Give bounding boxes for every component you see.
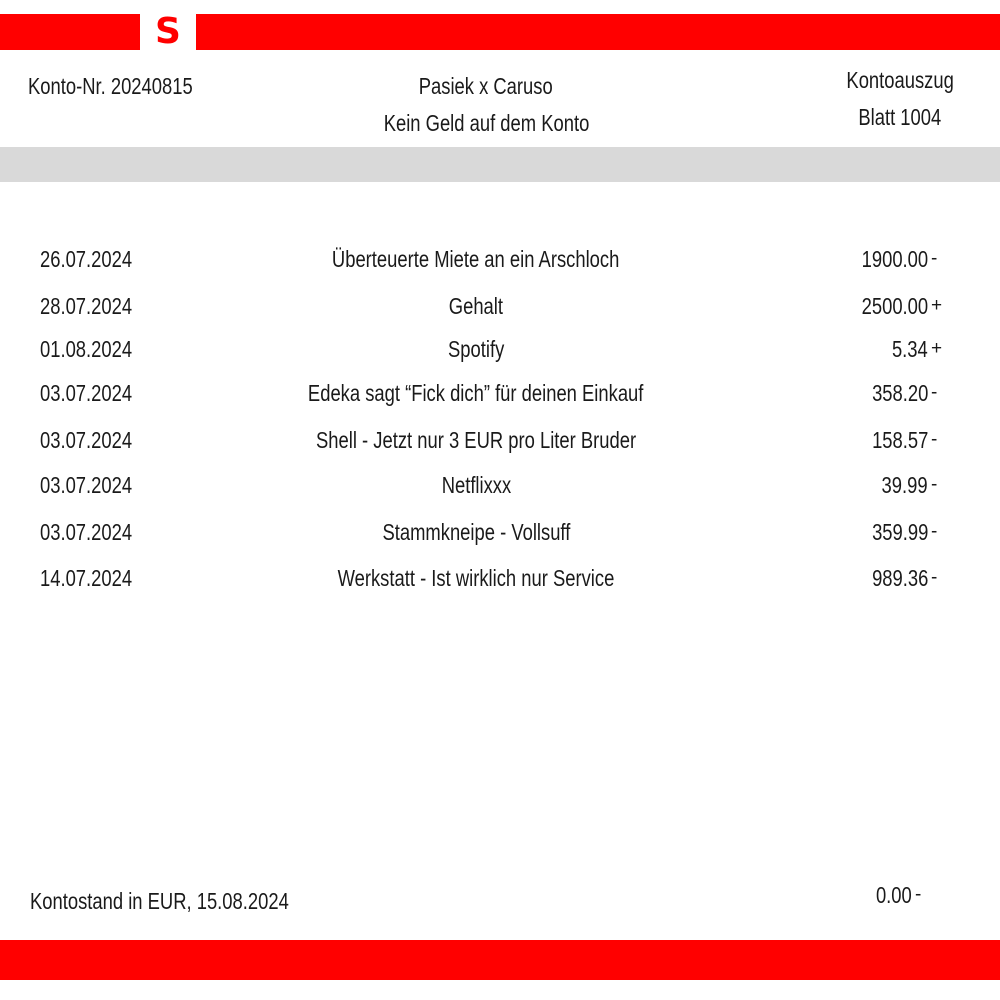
transaction-sign: - — [931, 382, 938, 403]
transaction-sign: - — [931, 248, 938, 269]
transaction-row — [0, 563, 1000, 593]
transaction-date: 03.07.2024 — [40, 472, 133, 498]
transaction-amount: 1900.00 — [861, 246, 928, 272]
transaction-row — [0, 334, 1000, 364]
transaction-sign: - — [931, 474, 938, 495]
statement-info-block — [800, 66, 1000, 140]
transaction-description: Gehalt — [448, 293, 504, 319]
transaction-date: 28.07.2024 — [40, 293, 133, 319]
transaction-description: Netflixxx — [441, 472, 511, 498]
transaction-amount: 2500.00 — [861, 293, 928, 319]
balance-label: Kontostand in EUR, 15.08.2024 — [30, 888, 289, 914]
transaction-description: Shell - Jetzt nur 3 EUR pro Liter Bruder — [315, 427, 637, 453]
sheet-number: Blatt 1004 — [858, 104, 942, 130]
bank-logo — [152, 11, 184, 52]
transaction-row — [0, 291, 1000, 321]
transaction-amount: 989.36 — [871, 565, 928, 591]
transaction-amount: 5.34 — [892, 336, 928, 362]
transaction-description: Überteuerte Miete an ein Arschloch — [332, 246, 620, 272]
transaction-sign: + — [931, 295, 943, 316]
transaction-row — [0, 378, 1000, 408]
statement-title-block — [286, 72, 686, 146]
transaction-date: 03.07.2024 — [40, 519, 133, 545]
transaction-amount: 39.99 — [881, 472, 928, 498]
transaction-date: 03.07.2024 — [40, 427, 133, 453]
bottom-red-bar — [0, 940, 1000, 980]
transaction-amount: 358.20 — [871, 380, 928, 406]
transaction-sign: - — [931, 521, 938, 542]
balance-amount: 0.00 — [876, 882, 912, 908]
transaction-sign: + — [931, 338, 943, 359]
transaction-description: Edeka sagt “Fick dich” für deinen Einkauf — [308, 380, 644, 406]
transaction-sign: - — [931, 567, 938, 588]
document-type: Kontoauszug — [846, 67, 954, 93]
transaction-row — [0, 470, 1000, 500]
transaction-date: 14.07.2024 — [40, 565, 133, 591]
transaction-description: Werkstatt - Ist wirklich nur Service — [337, 565, 615, 591]
header-divider-band — [0, 147, 1000, 182]
statement-subtitle: Kein Geld auf dem Konto — [383, 110, 589, 136]
account-number: Konto-Nr. 20240815 — [28, 73, 193, 99]
top-red-bar-right — [196, 14, 1000, 50]
logo-letter: S — [155, 11, 181, 52]
transaction-description: Spotify — [447, 336, 505, 362]
transaction-description: Stammkneipe - Vollsuff — [382, 519, 570, 545]
transaction-date: 01.08.2024 — [40, 336, 133, 362]
transaction-amount: 158.57 — [871, 427, 928, 453]
transaction-row — [0, 517, 1000, 547]
account-holder: Pasiek x Caruso — [419, 73, 553, 99]
top-red-bar-left — [0, 14, 140, 50]
transaction-amount: 359.99 — [871, 519, 928, 545]
transaction-date: 26.07.2024 — [40, 246, 133, 272]
transaction-row — [0, 425, 1000, 455]
transaction-date: 03.07.2024 — [40, 380, 133, 406]
transaction-sign: - — [931, 429, 938, 450]
balance-sign: - — [915, 884, 922, 905]
transaction-row — [0, 244, 1000, 274]
